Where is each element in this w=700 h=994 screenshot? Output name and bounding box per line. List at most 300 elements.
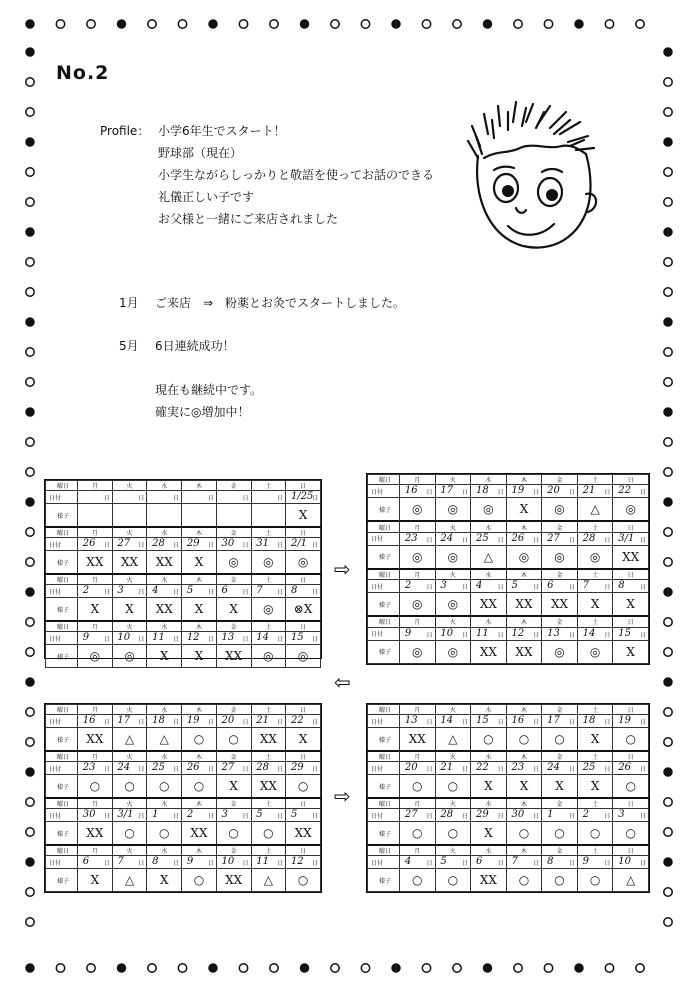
day-suffix: 日	[138, 495, 145, 502]
date-cell	[251, 715, 286, 728]
date-cell	[182, 585, 217, 598]
calendar-1	[44, 479, 322, 663]
day-suffix: 日	[242, 636, 249, 643]
condition-label: 様子	[46, 598, 78, 622]
condition-cell	[400, 822, 436, 846]
border-dot	[664, 798, 672, 806]
day-suffix: 日	[207, 813, 214, 820]
border-dot	[664, 108, 672, 116]
condition-cell	[216, 551, 251, 575]
date-cell	[613, 715, 649, 728]
date-cell	[577, 715, 613, 728]
weekday-header: 日	[286, 574, 321, 585]
day-suffix: 日	[568, 584, 575, 592]
weekday-header: 水	[147, 845, 182, 856]
border-dot	[664, 618, 672, 626]
weekday-header: 日	[613, 616, 649, 627]
condition-mark: ○	[228, 732, 239, 746]
border-dot	[664, 858, 672, 866]
date-value: 26	[186, 762, 200, 773]
day-suffix: 日	[604, 584, 611, 592]
condition-mark: ◎	[447, 644, 459, 659]
date-value: 27	[404, 809, 418, 820]
date-value: 20	[547, 485, 560, 497]
date-cell	[435, 485, 471, 498]
weekday-header: 火	[112, 481, 147, 491]
day-suffix: 日	[207, 589, 214, 596]
date-cell	[286, 809, 321, 822]
day-suffix: 日	[604, 489, 611, 497]
weekday-header: 金	[216, 705, 251, 715]
condition-label: 様子	[46, 728, 78, 752]
weekday-header: 木	[506, 751, 542, 762]
condition-mark: X	[484, 826, 493, 840]
date-value: 19	[186, 715, 200, 726]
weekday-header: 水	[147, 527, 182, 538]
border-dot	[26, 828, 34, 836]
weekday-header: 月	[400, 616, 436, 627]
day-suffix: 日	[533, 536, 540, 544]
condition-cell	[577, 822, 613, 846]
border-dot	[664, 258, 672, 266]
weekday-header: 月	[78, 481, 113, 491]
border-dot	[26, 258, 34, 266]
weekday-header: 水	[147, 798, 182, 809]
condition-mark: XX	[479, 597, 497, 612]
date-value: 13	[404, 715, 418, 726]
date-value: 19	[511, 485, 525, 497]
date-value: 24	[440, 532, 454, 544]
date-value: 3	[221, 809, 228, 820]
date-value: 28	[152, 538, 165, 549]
date-cell	[400, 485, 436, 498]
date-cell	[147, 809, 182, 822]
day-suffix: 日	[604, 766, 611, 773]
date-value: 30	[82, 809, 96, 820]
condition-mark: ○	[518, 826, 530, 840]
condition-cell	[435, 498, 471, 522]
condition-cell	[471, 869, 507, 892]
condition-cell	[286, 598, 321, 622]
condition-cell	[577, 593, 613, 617]
weekday-label: 曜日	[368, 751, 400, 762]
date-value: 29	[475, 809, 489, 820]
condition-cell	[216, 869, 251, 892]
condition-cell	[216, 775, 251, 799]
day-suffix: 日	[138, 860, 145, 867]
date-cell	[613, 762, 649, 775]
day-suffix: 日	[242, 589, 249, 596]
condition-cell	[112, 822, 147, 846]
weekday-header: 金	[216, 621, 251, 632]
condition-mark: ○	[554, 873, 565, 887]
date-cell	[506, 809, 542, 822]
condition-mark: X	[626, 644, 635, 659]
condition-cell	[112, 728, 147, 752]
condition-cell	[506, 640, 542, 663]
date-value: 24	[547, 762, 560, 773]
date-value: 25	[152, 762, 165, 773]
condition-cell	[577, 498, 613, 522]
condition-mark: ○	[193, 873, 205, 887]
weekday-header: 木	[506, 705, 542, 715]
weekday-label: 曜日	[368, 705, 400, 715]
condition-mark: △	[483, 549, 494, 564]
weekday-header: 日	[613, 521, 649, 532]
condition-mark: XX	[550, 597, 569, 612]
condition-mark: X	[159, 873, 169, 887]
condition-mark: XX	[190, 826, 208, 840]
day-suffix: 日	[277, 813, 284, 820]
date-cell	[613, 856, 649, 869]
day-suffix: 日	[639, 489, 646, 497]
date-cell	[147, 715, 182, 728]
date-value: 25	[475, 532, 489, 544]
border-dot	[392, 964, 400, 972]
condition-mark: ○	[625, 779, 636, 793]
condition-cell	[613, 869, 649, 892]
weekday-header: 土	[251, 481, 286, 491]
date-cell	[216, 491, 251, 504]
date-value: 21	[582, 485, 596, 497]
date-cell	[78, 632, 113, 645]
border-dot	[664, 48, 672, 56]
date-value: 27	[117, 538, 131, 549]
condition-mark: X	[519, 502, 529, 517]
date-cell	[435, 762, 471, 775]
date-label: 日付	[46, 856, 78, 869]
condition-cell	[182, 551, 217, 575]
border-dot	[239, 20, 247, 28]
condition-mark: X	[90, 873, 100, 887]
weekday-label: 曜日	[46, 845, 78, 856]
day-suffix: 日	[103, 589, 110, 596]
date-value: 22	[290, 715, 304, 726]
date-cell	[286, 856, 321, 869]
border-dot	[301, 20, 309, 28]
day-suffix: 日	[497, 584, 504, 592]
day-suffix: 日	[103, 495, 110, 502]
date-cell	[112, 856, 147, 869]
day-suffix: 日	[533, 584, 540, 592]
border-dot	[636, 964, 644, 972]
weekday-header: 木	[506, 475, 542, 485]
condition-mark: ◎	[447, 549, 459, 564]
border-dot	[664, 708, 672, 716]
condition-label: 様子	[46, 775, 78, 799]
date-value: 26	[511, 532, 525, 544]
condition-cell	[506, 545, 542, 569]
weekday-label: 曜日	[368, 475, 400, 485]
date-cell	[542, 580, 578, 593]
day-suffix: 日	[568, 813, 575, 820]
condition-mark: XX	[225, 649, 243, 663]
condition-cell	[506, 775, 542, 799]
border-dot	[148, 964, 156, 972]
weekday-label: 曜日	[368, 798, 400, 809]
weekday-header: 木	[182, 574, 217, 585]
condition-mark: ◎	[625, 502, 636, 517]
weekday-label: 曜日	[46, 621, 78, 632]
day-suffix: 日	[242, 495, 249, 502]
condition-label: 様子	[46, 504, 78, 528]
arrow-right-icon: ⇨	[334, 784, 351, 808]
date-cell	[182, 632, 217, 645]
day-suffix: 日	[103, 813, 110, 820]
date-label: 日付	[368, 715, 400, 728]
condition-mark: ○	[193, 732, 205, 746]
condition-mark: XX	[622, 549, 640, 564]
condition-mark: X	[90, 602, 100, 616]
condition-cell	[112, 551, 147, 575]
border-dot	[664, 168, 672, 176]
weekday-header: 木	[506, 616, 542, 627]
day-suffix: 日	[242, 542, 249, 549]
date-cell	[147, 538, 182, 551]
date-cell	[78, 585, 113, 598]
condition-mark: X	[590, 597, 600, 612]
weekday-header: 日	[286, 845, 321, 856]
condition-mark: ○	[589, 826, 601, 840]
border-dot	[26, 964, 34, 972]
condition-cell	[577, 869, 613, 892]
weekday-header: 金	[542, 521, 578, 532]
date-cell	[435, 715, 471, 728]
date-cell	[112, 715, 147, 728]
date-cell	[78, 762, 113, 775]
date-cell	[400, 580, 436, 593]
date-value: 7	[582, 580, 590, 592]
condition-mark: X	[159, 649, 169, 663]
day-suffix: 日	[426, 719, 433, 726]
weekday-header: 月	[400, 521, 436, 532]
date-value: 22	[618, 485, 631, 497]
border-dot	[605, 964, 613, 972]
date-cell	[400, 762, 436, 775]
date-cell	[216, 809, 251, 822]
weekday-header: 火	[112, 798, 147, 809]
date-value: 6	[82, 856, 90, 867]
date-value: 6	[475, 856, 483, 867]
day-suffix: 日	[426, 813, 433, 820]
date-cell	[112, 538, 147, 551]
date-value: 17	[440, 485, 454, 497]
weekday-header: 木	[506, 798, 542, 809]
border-dot	[26, 858, 34, 866]
date-value: 9	[186, 856, 194, 867]
condition-mark: ◎	[412, 644, 423, 659]
date-value: 3/1	[117, 809, 134, 820]
border-dot	[544, 964, 552, 972]
condition-cell	[542, 822, 578, 846]
profile-line: お父様と一緒にご来店されました	[158, 212, 339, 226]
condition-cell	[286, 551, 321, 575]
weekday-header: 水	[471, 475, 507, 485]
date-cell	[182, 809, 217, 822]
condition-cell	[78, 822, 113, 846]
date-cell	[435, 532, 471, 545]
condition-mark: ◎	[554, 644, 565, 659]
border-dot	[26, 288, 34, 296]
condition-mark: XX	[121, 555, 139, 569]
date-value: 9	[82, 632, 90, 643]
day-suffix: 日	[462, 719, 469, 726]
border-dot	[26, 738, 34, 746]
border-dot	[26, 558, 34, 566]
date-cell	[506, 580, 542, 593]
date-value: 6	[547, 580, 554, 592]
date-cell	[471, 580, 507, 593]
border-dot	[301, 964, 309, 972]
weekday-label: 曜日	[46, 481, 78, 491]
calendar-4	[366, 703, 650, 893]
weekday-header: 金	[216, 574, 251, 585]
condition-mark: X	[194, 649, 204, 663]
date-value: 2	[186, 809, 194, 820]
weekday-header: 火	[435, 845, 471, 856]
weekday-header: 火	[112, 574, 147, 585]
date-cell	[506, 856, 542, 869]
condition-cell	[400, 869, 436, 892]
weekday-header: 土	[251, 621, 286, 632]
date-value: 20	[221, 715, 235, 726]
date-cell	[400, 532, 436, 545]
day-suffix: 日	[311, 636, 318, 643]
condition-mark: ○	[159, 779, 170, 793]
day-suffix: 日	[173, 495, 180, 502]
border-dot	[664, 288, 672, 296]
date-cell	[182, 762, 217, 775]
condition-mark: X	[298, 508, 308, 522]
date-cell	[112, 585, 147, 598]
date-cell	[435, 809, 471, 822]
condition-label: 様子	[368, 593, 400, 617]
day-suffix: 日	[426, 536, 433, 544]
border-dot	[26, 798, 34, 806]
date-value: 2	[82, 585, 90, 596]
condition-mark: ○	[625, 826, 636, 840]
weekday-header: 水	[471, 616, 507, 627]
day-suffix: 日	[277, 495, 284, 502]
day-suffix: 日	[207, 636, 214, 643]
condition-mark: XX	[155, 555, 173, 569]
condition-label: 様子	[368, 498, 400, 522]
weekday-header: 月	[78, 751, 113, 762]
date-label: 日付	[368, 627, 400, 640]
condition-mark: ◎	[447, 597, 459, 612]
date-value: 5	[256, 809, 263, 820]
date-cell	[471, 762, 507, 775]
date-cell	[216, 762, 251, 775]
weekday-header: 金	[216, 527, 251, 538]
weekday-header: 水	[471, 751, 507, 762]
condition-mark: ◎	[297, 649, 309, 663]
condition-cell	[471, 728, 507, 752]
border-dot	[605, 20, 613, 28]
weekday-header: 水	[471, 569, 507, 580]
weekday-header: 木	[182, 705, 217, 715]
border-dot	[453, 20, 461, 28]
weekday-header: 土	[251, 845, 286, 856]
day-suffix: 日	[207, 495, 214, 502]
date-value: 25	[582, 762, 596, 773]
date-value: 15	[475, 715, 489, 726]
date-cell	[471, 532, 507, 545]
border-dot	[484, 20, 492, 28]
date-value: 17	[547, 715, 560, 726]
date-value: 15	[290, 632, 304, 643]
weekday-header: 水	[471, 521, 507, 532]
weekday-header: 月	[400, 798, 436, 809]
border-dot	[361, 20, 369, 28]
condition-cell	[182, 598, 217, 622]
date-cell	[147, 762, 182, 775]
border-dot	[26, 588, 34, 596]
condition-cell	[435, 775, 471, 799]
weekday-header: 金	[542, 705, 578, 715]
weekday-header: 火	[435, 616, 471, 627]
day-suffix: 日	[639, 719, 646, 726]
day-suffix: 日	[173, 636, 180, 643]
condition-mark: XX	[479, 644, 497, 659]
condition-mark: △	[626, 873, 636, 887]
condition-mark: △	[590, 502, 600, 517]
condition-mark: ○	[447, 873, 459, 887]
border-dot	[484, 964, 492, 972]
border-dot	[664, 438, 672, 446]
condition-cell	[286, 728, 321, 752]
weekday-header: 土	[577, 705, 613, 715]
condition-mark: ◎	[483, 502, 494, 517]
date-cell	[182, 491, 217, 504]
weekday-header: 月	[78, 527, 113, 538]
weekday-header: 土	[577, 569, 613, 580]
condition-mark: ○	[228, 826, 239, 840]
day-suffix: 日	[533, 719, 540, 726]
profile-label: Profile：	[100, 124, 150, 138]
weekday-header: 土	[577, 845, 613, 856]
date-value: 28	[256, 762, 269, 773]
weekday-header: 日	[286, 798, 321, 809]
date-cell	[251, 856, 286, 869]
weekday-header: 水	[147, 574, 182, 585]
weekday-header: 金	[542, 845, 578, 856]
day-suffix: 日	[426, 584, 433, 592]
day-suffix: 日	[173, 813, 180, 820]
condition-mark: XX	[225, 873, 243, 887]
condition-cell	[542, 869, 578, 892]
condition-label: 様子	[46, 551, 78, 575]
condition-mark: XX	[86, 555, 104, 569]
date-value: 31	[256, 538, 269, 549]
date-value: 23	[511, 762, 525, 773]
weekday-header: 木	[182, 845, 217, 856]
date-value: 15	[618, 627, 631, 639]
condition-mark: △	[159, 732, 169, 746]
date-label: 日付	[368, 856, 400, 869]
condition-cell	[613, 728, 649, 752]
condition-cell	[78, 775, 113, 799]
date-cell	[182, 538, 217, 551]
date-label: 日付	[46, 715, 78, 728]
condition-cell	[251, 504, 286, 528]
date-value: 8	[618, 580, 625, 592]
weekday-label: 曜日	[368, 845, 400, 856]
date-value: 8	[547, 856, 554, 867]
date-cell	[577, 580, 613, 593]
date-cell	[216, 585, 251, 598]
condition-cell	[471, 640, 507, 663]
